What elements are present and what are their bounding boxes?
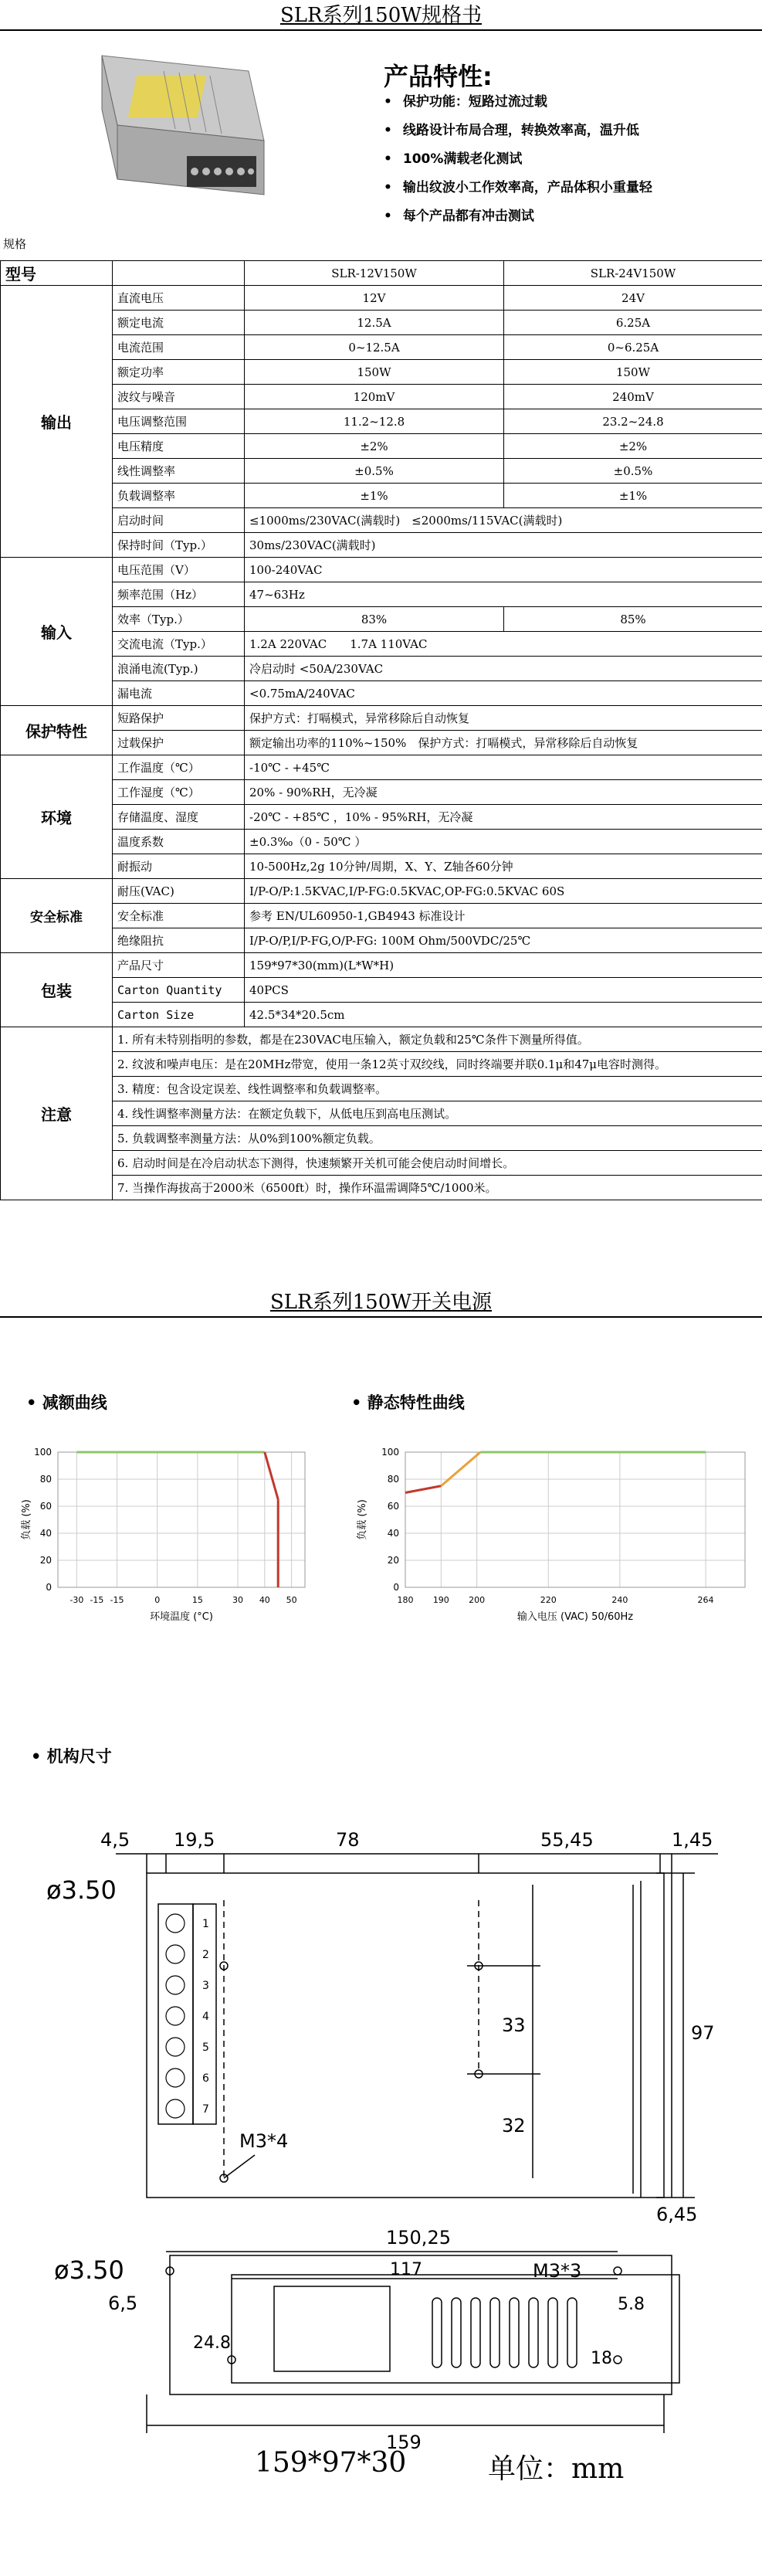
cell-value: 240mV <box>504 385 762 409</box>
row-name: 工作温度（℃） <box>113 755 245 780</box>
safety-label: 安全标准 <box>1 879 113 953</box>
cell-value: 10-500Hz,2g 10分钟/周期，X、Y、Z轴各60分钟 <box>245 854 762 879</box>
derating-heading: • 减额曲线 <box>26 1393 107 1412</box>
x-tick-label: -30 <box>69 1595 84 1605</box>
derating-heading-text: 减额曲线 <box>42 1393 107 1412</box>
row-name: 短路保护 <box>113 706 245 731</box>
cell-value: I/P-O/P,I/P-FG,O/P-FG: 100M Ohm/500VDC/25℃ <box>245 928 762 953</box>
note-item: 3. 精度：包含设定误差、线性调整率和负载调整率。 <box>113 1077 762 1101</box>
cell-value: 24V <box>504 286 762 311</box>
row-name: 耐振动 <box>113 854 245 879</box>
row-name: 电压范围（V） <box>113 558 245 582</box>
cell-value: ±2% <box>504 434 762 459</box>
cell-value: 12V <box>245 286 504 311</box>
cell-value: ≤1000ms/230VAC(满载时) ≤2000ms/115VAC(满载时) <box>245 508 762 533</box>
static-heading-text: 静态特性曲线 <box>367 1393 465 1412</box>
mechanical-drawing <box>0 1777 762 2495</box>
cell-value: 额定输出功率的110%~150% 保护方式：打嗝模式，异常移除后自动恢复 <box>245 731 762 755</box>
y-tick-label: 20 <box>39 1555 52 1566</box>
x-axis-label: 环境温度 (°C) <box>150 1611 213 1623</box>
mech-heading: • 机构尺寸 <box>31 1747 112 1766</box>
cell-value: ±1% <box>504 484 762 508</box>
row-name: 额定功率 <box>113 360 245 385</box>
dim-label: ø3.50 <box>46 1875 117 1905</box>
section2-title-bar <box>0 1287 762 1318</box>
dim-label: 24.8 <box>193 2333 231 2353</box>
row-name: 交流电流（Typ.） <box>113 632 245 657</box>
row-name: 线性调整率 <box>113 459 245 484</box>
cell-value: 23.2~24.8 <box>504 409 762 434</box>
dim-label: 6,5 <box>108 2293 138 2314</box>
x-tick-label: 190 <box>432 1595 449 1605</box>
spec-table <box>0 260 762 1200</box>
dim-label: 78 <box>336 1829 360 1851</box>
row-name: 耐压(VAC) <box>113 879 245 904</box>
cell-value: ±0.3‰（0 - 50℃ ） <box>245 830 762 854</box>
row-name: 额定电流 <box>113 311 245 335</box>
cell-value: -10℃ - +45℃ <box>245 755 762 780</box>
x-tick-label: 220 <box>540 1595 557 1605</box>
cell-value: 0~6.25A <box>504 335 762 360</box>
cell-value: 冷启动时 <50A/230VAC <box>245 657 762 681</box>
y-tick-label: 40 <box>39 1528 52 1539</box>
row-name: 效率（Typ.） <box>113 607 245 632</box>
model-24v: SLR-24V150W <box>504 261 762 286</box>
dim-label: 97 <box>691 2022 715 2044</box>
row-name: 电流范围 <box>113 335 245 360</box>
row-name: 保持时间（Typ.） <box>113 533 245 558</box>
x-tick-label: 50 <box>286 1595 297 1605</box>
dim-label: 1,45 <box>672 1829 713 1851</box>
spec-label: 规格 <box>3 237 27 251</box>
y-tick-label: 0 <box>393 1582 399 1593</box>
x-tick-label: -15 <box>90 1595 104 1605</box>
row-name: Carton Quantity <box>113 978 245 1003</box>
mech-heading-text: 机构尺寸 <box>46 1747 112 1766</box>
spec-title-bar <box>0 0 762 31</box>
features-list <box>384 88 652 231</box>
terminal-label: 7 <box>202 2103 209 2116</box>
dim-label: 19,5 <box>174 1829 215 1851</box>
terminal-label: 2 <box>202 1949 209 1961</box>
protection-label: 保护特性 <box>1 706 113 755</box>
dim-label: 117 <box>390 2260 422 2279</box>
dim-label: 150,25 <box>386 2227 451 2248</box>
row-name: 产品尺寸 <box>113 953 245 978</box>
cell-value: -20℃ - +85℃ ，10% - 95%RH，无冷凝 <box>245 805 762 830</box>
row-name: 负载调整率 <box>113 484 245 508</box>
cell-value: 120mV <box>245 385 504 409</box>
y-tick-label: 100 <box>381 1447 399 1458</box>
row-name: 电压调整范围 <box>113 409 245 434</box>
terminal-label: 1 <box>202 1918 209 1930</box>
x-tick-label: 0 <box>154 1595 161 1605</box>
row-name: 直流电压 <box>113 286 245 311</box>
cell-value: ±1% <box>245 484 504 508</box>
cell-value: 150W <box>504 360 762 385</box>
row-name: 过载保护 <box>113 731 245 755</box>
x-tick-label: -15 <box>110 1595 124 1605</box>
row-name: 浪涌电流(Typ.) <box>113 657 245 681</box>
note-item: 4. 线性调整率测量方法：在额定负载下，从低电压到高电压测试。 <box>113 1101 762 1126</box>
note-item: 1. 所有未特别指明的参数，都是在230VAC电压输入，额定负载和25℃条件下测量所得值。 <box>113 1027 762 1052</box>
cell-value: 150W <box>245 360 504 385</box>
terminal-label: 3 <box>202 1980 209 1992</box>
y-tick-label: 100 <box>34 1447 52 1458</box>
package-label: 包装 <box>1 953 113 1027</box>
cell-value: ±0.5% <box>245 459 504 484</box>
dim-label: 6,45 <box>656 2204 698 2225</box>
note-item: 5. 负载调整率测量方法：从0%到100%额定负载。 <box>113 1126 762 1151</box>
mech-unit: 单位：mm <box>488 2453 625 2485</box>
static-chart <box>351 1437 753 1638</box>
note-item: 6. 启动时间是在冷启动状态下测得，快速频繁开关机可能会使启动时间增长。 <box>113 1151 762 1176</box>
row-name: 频率范围（Hz） <box>113 582 245 607</box>
y-tick-label: 60 <box>387 1501 399 1512</box>
product-photo <box>71 40 273 218</box>
x-tick-label: 264 <box>697 1595 714 1605</box>
y-tick-label: 60 <box>39 1501 52 1512</box>
cell-value: 参考 EN/UL60950-1,GB4943 标准设计 <box>245 904 762 928</box>
static-heading: • 静态特性曲线 <box>351 1393 465 1412</box>
derating-chart <box>15 1437 317 1638</box>
cell-value: 0~12.5A <box>245 335 504 360</box>
row-name: Carton Size <box>113 1003 245 1027</box>
output-label: 输出 <box>1 286 113 558</box>
row-name: 波纹与噪音 <box>113 385 245 409</box>
environment-label: 环境 <box>1 755 113 879</box>
cell-value: ±0.5% <box>504 459 762 484</box>
row-name: 安全标准 <box>113 904 245 928</box>
cell-value: 11.2~12.8 <box>245 409 504 434</box>
cell-value: 100-240VAC <box>245 558 762 582</box>
section2-title: SLR系列150W开关电源 <box>269 1291 492 1314</box>
row-name: 漏电流 <box>113 681 245 706</box>
cell-value: 47~63Hz <box>245 582 762 607</box>
feature-item: • 每个产品都有冲击测试 <box>384 202 652 231</box>
x-tick-label: 40 <box>259 1595 270 1605</box>
cell-value: ±2% <box>245 434 504 459</box>
feature-item: • 输出纹波小工作效率高，产品体积小重量轻 <box>384 174 652 202</box>
cell-value: 159*97*30(mm)(L*W*H) <box>245 953 762 978</box>
y-tick-label: 20 <box>387 1555 399 1566</box>
x-tick-label: 200 <box>469 1595 486 1605</box>
dim-label: 5.8 <box>618 2295 645 2314</box>
feature-item: • 线路设计布局合理，转换效率高，温升低 <box>384 117 652 145</box>
terminal-label: 5 <box>202 2041 209 2054</box>
model-12v: SLR-12V150W <box>245 261 504 286</box>
row-name: 工作湿度（℃） <box>113 780 245 805</box>
cell-value: 20% - 90%RH，无冷凝 <box>245 780 762 805</box>
note-item: 2. 纹波和噪声电压：是在20MHz带宽，使用一条12英寸双绞线，同时终端要并联0.1μ和47μ电容时测得。 <box>113 1052 762 1077</box>
dim-label: ø3.50 <box>54 2255 124 2285</box>
notes-label: 注意 <box>1 1027 113 1200</box>
y-axis-label: 负载 (%) <box>21 1499 32 1540</box>
cell-value: 83% <box>245 607 504 632</box>
dim-label: 55,45 <box>540 1829 594 1851</box>
x-tick-label: 240 <box>611 1595 628 1605</box>
note-item: 7. 当操作海拔高于2000米（6500ft）时，操作环温需调降5℃/1000米。 <box>113 1176 762 1200</box>
input-label: 输入 <box>1 558 113 706</box>
y-tick-label: 40 <box>387 1528 399 1539</box>
y-tick-label: 0 <box>46 1582 52 1593</box>
mech-size: 159*97*30 <box>255 2447 407 2479</box>
dim-label: 159 <box>386 2432 422 2453</box>
cell-value: 42.5*34*20.5cm <box>245 1003 762 1027</box>
x-tick-label: 15 <box>191 1595 203 1605</box>
terminal-label: 4 <box>202 2011 209 2023</box>
cell-value: 6.25A <box>504 311 762 335</box>
row-name: 启动时间 <box>113 508 245 533</box>
terminal-label: 6 <box>202 2072 209 2085</box>
cell-value: 1.2A 220VAC 1.7A 110VAC <box>245 632 762 657</box>
cell-value: <0.75mA/240VAC <box>245 681 762 706</box>
series-segment <box>405 1486 441 1493</box>
x-axis-label: 输入电压 (VAC) 50/60Hz <box>516 1611 634 1623</box>
row-name: 温度系数 <box>113 830 245 854</box>
cell-value: 12.5A <box>245 311 504 335</box>
feature-item: • 100%满载老化测试 <box>384 145 652 174</box>
dim-label: 18 <box>591 2349 612 2368</box>
dim-label: 32 <box>502 2115 526 2136</box>
cell-value: I/P-O/P:1.5KVAC,I/P-FG:0.5KVAC,OP-FG:0.5KVAC 60S <box>245 879 762 904</box>
dim-label: M3*3 <box>533 2260 582 2282</box>
model-label: 型号 <box>1 261 113 286</box>
dim-label: 33 <box>502 2014 526 2036</box>
series-segment <box>441 1452 480 1486</box>
row-name: 绝缘阻抗 <box>113 928 245 953</box>
dim-label: 4,5 <box>100 1829 130 1851</box>
dim-label: M3*4 <box>239 2130 289 2152</box>
x-tick-label: 180 <box>397 1595 414 1605</box>
features-heading: 产品特性: <box>384 62 493 91</box>
plot-frame <box>58 1452 305 1587</box>
y-tick-label: 80 <box>39 1474 52 1485</box>
cell-value: 30ms/230VAC(满载时) <box>245 533 762 558</box>
cell-value: 保护方式：打嗝模式，异常移除后自动恢复 <box>245 706 762 731</box>
row-name: 存储温度、湿度 <box>113 805 245 830</box>
cell-value: 40PCS <box>245 978 762 1003</box>
cell-value: 85% <box>504 607 762 632</box>
y-tick-label: 80 <box>387 1474 399 1485</box>
x-tick-label: 30 <box>232 1595 244 1605</box>
row-name: 电压精度 <box>113 434 245 459</box>
feature-item: • 保护功能：短路过流过载 <box>384 88 652 117</box>
y-axis-label: 负载 (%) <box>357 1499 368 1540</box>
page-title: SLR系列150W规格书 <box>279 4 482 27</box>
series-segment <box>265 1452 278 1499</box>
